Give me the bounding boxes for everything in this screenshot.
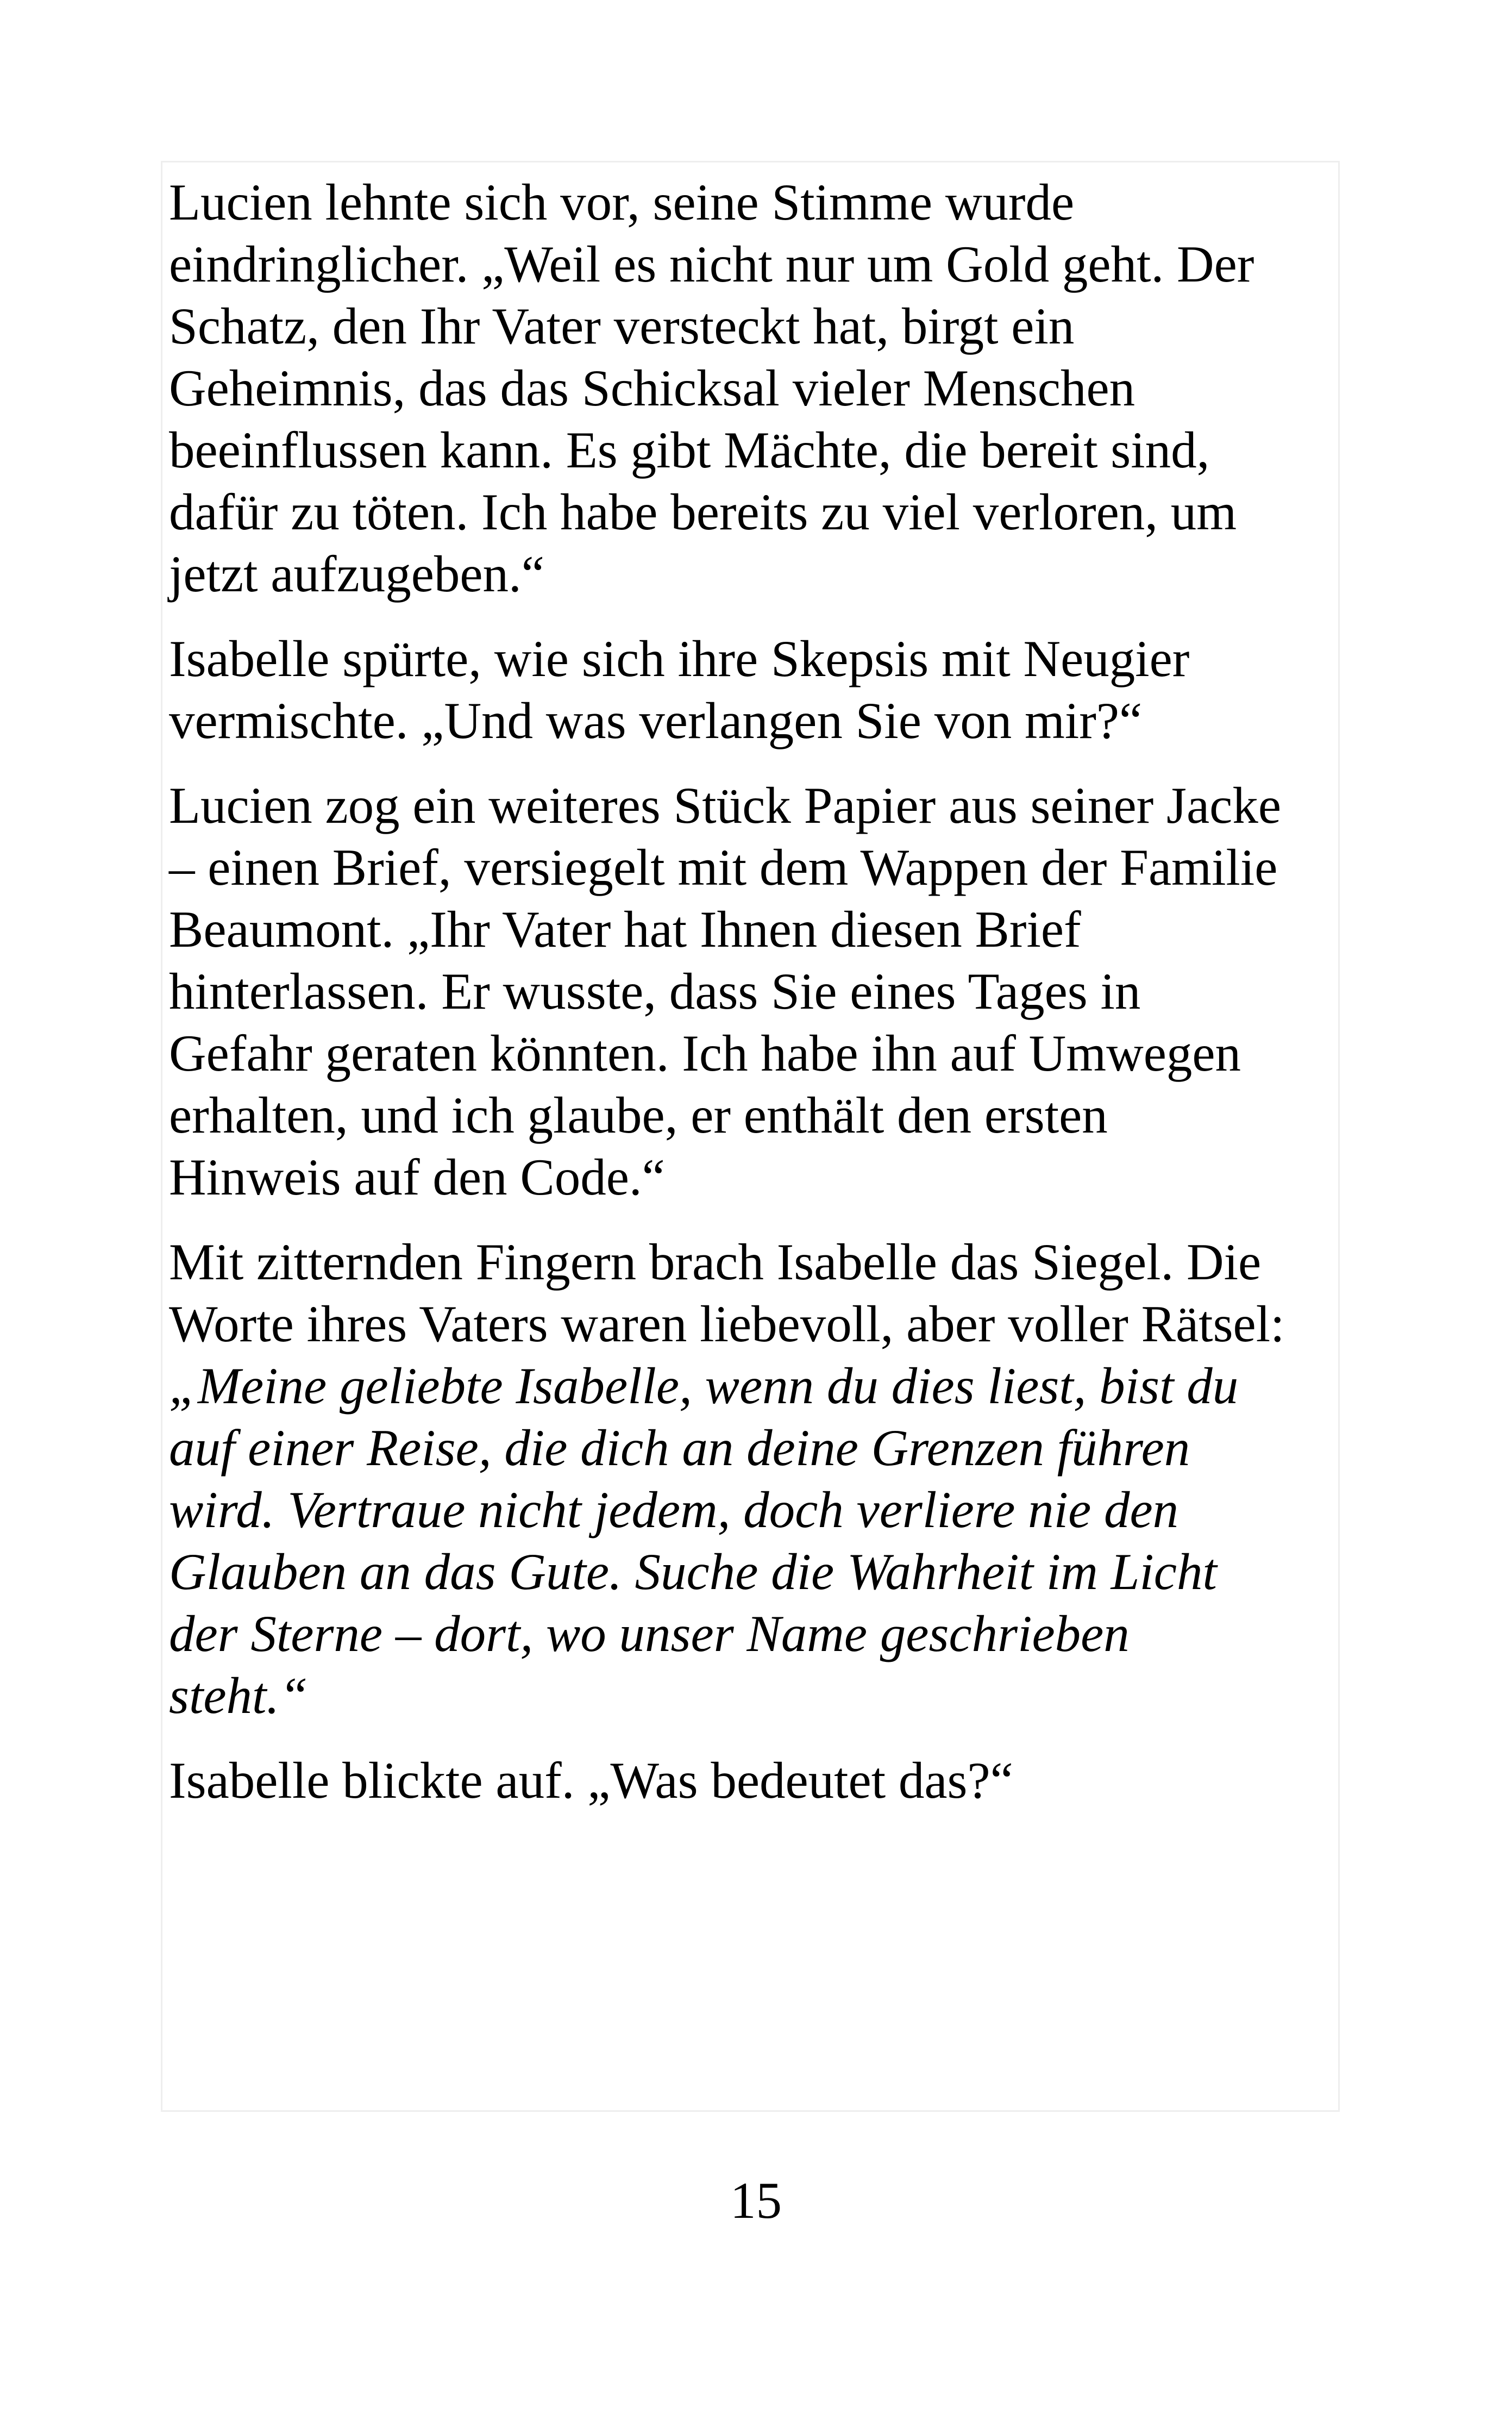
- text-line: Mit zitternden Fingern brach Isabelle das Siegel. Die: [169, 1233, 1262, 1291]
- text-line: Schatz, den Ihr Vater versteckt hat, birgt ein: [169, 297, 1075, 355]
- text-line: vermischte. „Und was verlangen Sie von mir?“: [169, 692, 1143, 749]
- letter-quote-line: wird. Vertraue nicht jedem, doch verliere nie den: [169, 1481, 1179, 1539]
- text-line: dafür zu töten. Ich habe bereits zu viel verloren, um: [169, 483, 1237, 541]
- text-line: Isabelle blickte auf. „Was bedeutet das?“: [169, 1752, 1013, 1809]
- paragraph: [169, 171, 1332, 605]
- letter-quote-line: auf einer Reise, die dich an deine Grenzen führen: [169, 1419, 1190, 1477]
- text-line: Lucien zog ein weiteres Stück Papier aus seiner Jacke: [169, 777, 1281, 834]
- text-line: Isabelle spürte, wie sich ihre Skepsis mit Neugier: [169, 630, 1190, 687]
- text-line: Lucien lehnte sich vor, seine Stimme wurde: [169, 173, 1075, 231]
- paragraph: [169, 1749, 1332, 1811]
- text-line: erhalten, und ich glaube, er enthält den ersten: [169, 1086, 1108, 1144]
- text-line: Hinweis auf den Code.“: [169, 1148, 665, 1206]
- paragraph: [169, 774, 1332, 1208]
- letter-quote-line: „Meine geliebte Isabelle, wenn du dies liest, bist du: [169, 1357, 1239, 1415]
- text-line: beeinflussen kann. Es gibt Mächte, die bereit sind,: [169, 421, 1210, 479]
- paragraph: [169, 1231, 1332, 1727]
- letter-quote-line: Glauben an das Gute. Suche die Wahrheit im Licht: [169, 1543, 1217, 1600]
- letter-quote-line: der Sterne – dort, wo unser Name geschrieben: [169, 1605, 1130, 1662]
- letter-quote-line: steht.“: [169, 1667, 309, 1724]
- text-line: hinterlassen. Er wusste, dass Sie eines Tages in: [169, 962, 1141, 1020]
- paragraph: [169, 628, 1332, 752]
- text-line: Gefahr geraten könnten. Ich habe ihn auf Umwegen: [169, 1024, 1241, 1082]
- text-line: Beaumont. „Ihr Vater hat Ihnen diesen Brief: [169, 900, 1081, 958]
- text-line: jetzt aufzugeben.“: [169, 545, 544, 603]
- text-frame: [161, 161, 1340, 2112]
- page-number: 15: [730, 2172, 782, 2229]
- text-line: Geheimnis, das das Schicksal vieler Menschen: [169, 359, 1135, 417]
- text-line: eindringlicher. „Weil es nicht nur um Gold geht. Der: [169, 235, 1254, 293]
- text-line: Worte ihres Vaters waren liebevoll, aber voller Rätsel:: [169, 1295, 1285, 1353]
- text-line: – einen Brief, versiegelt mit dem Wappen der Familie: [169, 839, 1278, 896]
